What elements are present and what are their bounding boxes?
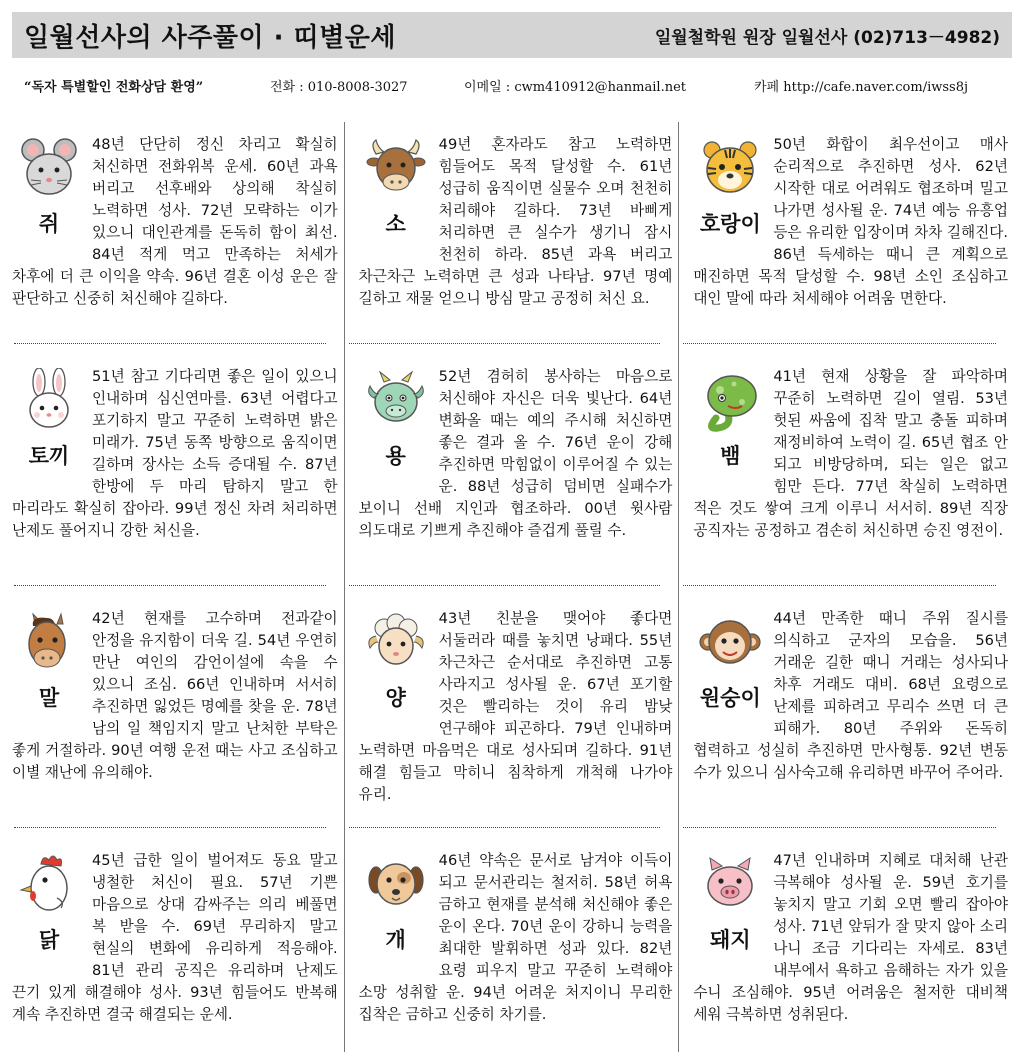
zodiac-animal [359,368,433,480]
zodiac-cell-pig [679,838,1014,1052]
contact-email: 이메일 : cwm410912@hanmail.net [464,80,686,95]
zodiac-animal [12,368,86,480]
zodiac-cell-rooster [10,838,345,1052]
zodiac-animal [693,136,767,248]
zodiac-cell-snake [679,354,1014,596]
author-credit: 일월철학원 원장 일월선사 (02)713－4982) [654,27,1000,48]
pig-icon [698,852,762,916]
fortune-text: 50년 화합이 최우선이고 매사 순리적으로 추진하면 성사. 62년 시작한 대로 어려워도 협조하며 밀고 나가면 성사될 운. 74년 예능 유흥업 등은 유리한 입장이며 차차 길해진다. 86년 득세하는 때니 큰 계획으로 매진하면 목적 달성할 수. 98년 소인 조심하고 대인 말에 따라 처세해야 어려움 면한다. [693,136,1008,307]
animal-name: 원숭이 [699,686,761,710]
dragon-icon [364,368,428,432]
rat-icon [17,136,81,200]
fortune-text: 45년 급한 일이 벌어져도 동요 말고 냉철한 처신이 필요. 57년 기쁜 마음으로 상대 감싸주는 의리 베풀면 복 받을 수. 69년 무리하지 말고 현실의 변화에 유리하게 적응해야. 81년 관리 공직은 유리하며 난제도 끈기 있게 해결해야 성사. 93년 힘들어도 반복해 계속 추진하면 결국 해결되는 운세. [12,852,338,1023]
page-header [12,12,1012,58]
zodiac-animal [12,136,86,248]
zodiac-animal [12,610,86,722]
animal-name: 호랑이 [699,212,761,236]
fortune-text: 51년 참고 기다리면 좋은 일이 있으니 인내하며 심신연마를. 63년 어렵다고 포기하지 말고 꾸준히 노력하면 밝은 미래가. 75년 동쪽 방향으로 움직이면 길하며 장사는 소득 증대될 수. 87년 한방에 두 마리 탐하지 말고 한 마리라도 확실히 잡아라. 99년 정신 차려 처리하면 난제도 풀어지니 강한 처신을. [12,368,338,539]
contact-cafe: 카페 http://cafe.naver.com/iwss8j [754,80,969,95]
zodiac-animal [359,610,433,722]
snake-icon [698,368,762,432]
contact-phone: 전화 : 010-8008-3027 [270,80,408,95]
zodiac-animal [12,852,86,964]
zodiac-cell-tiger [679,122,1014,354]
zodiac-animal [359,852,433,964]
tiger-icon [698,136,762,200]
rabbit-icon [17,368,81,432]
zodiac-cell-rabbit [10,354,345,596]
zodiac-grid [10,122,1014,1052]
zodiac-animal [359,136,433,248]
fortune-text: 46년 약속은 문서로 남겨야 이득이 되고 문서관리는 철저히. 58년 허욕 금하고 현재를 분석해 처신해야 좋은 운이 온다. 70년 운이 강하니 능력을 최대한 발휘하면 성과 있다. 82년 요령 피우지 말고 꾸준히 노력해야 소망 성취할 운. 94년 어려운 처지이니 무리한 집착은 금하고 신중히 차기를. [358,852,673,1023]
page-title: 일월선사의 사주풀이 · 띠별운세 [24,22,397,53]
animal-name: 뱀 [720,444,741,468]
ox-icon [364,136,428,200]
fortune-text: 42년 현재를 고수하며 전과같이 안정을 유지함이 더욱 길. 54년 우연히 만난 여인의 감언이설에 속을 수 있으니 조심. 66년 인내하며 서서히 추진하면 잃었든 명예를 찾을 운. 78년 남의 일 책임지지 말고 난처한 부탁은 좋게 거절하라. 90년 여행 운전 때는 사고 조심하고 이별 재난에 유의해야. [12,610,338,781]
animal-name: 토끼 [28,444,70,468]
animal-name: 닭 [38,928,60,952]
animal-name: 돼지 [710,928,751,952]
zodiac-cell-rat [10,122,345,354]
zodiac-cell-monkey [679,596,1014,838]
animal-name: 개 [385,928,406,952]
fortune-text: 47년 인내하며 지혜로 대처해 난관 극복해야 성사될 운. 59년 호기를 놓치지 말고 기회 오면 빨리 잡아야 성사. 71년 앞뒤가 잘 맞지 않아 소리 나니 조금 기다리는 자세로. 83년 내부에서 욕하고 음해하는 자가 있을 수니 조심해야. 95년 어려움은 철저한 대비책 세워 극복하면 성취된다. [693,852,1008,1023]
horse-icon [17,610,81,674]
sheep-icon [364,610,428,674]
zodiac-animal [693,368,767,480]
contact-bar [24,76,1014,100]
animal-name: 양 [385,686,406,710]
zodiac-cell-sheep [345,596,680,838]
zodiac-cell-dragon [345,354,680,596]
rooster-icon [17,852,81,916]
animal-name: 말 [38,686,60,710]
animal-name: 소 [385,212,406,236]
zodiac-cell-dog [345,838,680,1052]
monkey-icon [698,610,762,674]
fortune-text: 49년 혼자라도 참고 노력하면 힘들어도 목적 달성할 수. 61년 성급히 움직이면 실물수 오며 천천히 처리해야 길하다. 73년 바삐게 처리하면 큰 실수가 생기니 잠시 천천히 하라. 85년 과욕 버리고 차근차근 노력하면 큰 성과 나타남. 97년 명예 길하고 재물 얻으니 방심 말고 공정히 처신 요. [358,136,673,307]
fortune-text: 52년 겸허히 봉사하는 마음으로 처신해야 자신은 더욱 빛난다. 64년 변화올 때는 예의 주시해 처신하면 좋은 결과 올 수. 76년 운이 강해 추진하면 막힘없이 이루어질 수 있는 운. 88년 성급히 덤비면 실패수가 보이니 선배 지인과 협조하라. 00년 윗사람 의도대로 기쁘게 추진해야 즐겁게 풀릴 수. [358,368,673,539]
zodiac-animal [693,852,767,964]
zodiac-cell-ox [345,122,680,354]
animal-name: 쥐 [38,212,60,236]
animal-name: 용 [385,444,406,468]
contact-slogan: “독자 특별할인 전화상담 환영” [24,80,204,95]
fortune-text: 43년 친분을 맺어야 좋다면 서둘러라 때를 놓치면 낭패다. 55년 차근차근 순서대로 추진하면 고통 사라지고 성사될 운. 67년 포기할 것은 빨리하는 것이 유리 밤낮 연구해야 피곤하다. 79년 인내하며 노력하면 마음먹은 대로 성사되며 길하다. 91년 해결 힘들고 막히니 침착하게 개척해 나가야 유리. [358,610,673,803]
zodiac-animal [693,610,767,722]
zodiac-cell-horse [10,596,345,838]
fortune-text: 41년 현재 상황을 잘 파악하며 꾸준히 노력하면 길이 열림. 53년 헛된 싸움에 집착 말고 충돌 피하며 재정비하여 노력이 길. 65년 협조 안 되고 비방당하며, 되는 일은 없고 힘만 든다. 77년 착실히 노력하면 적은 것도 쌓여 크게 이루니 서서히. 89년 직장 공직자는 공정하고 겸손히 처신하면 승진 영전이. [693,368,1008,539]
fortune-text: 48년 단단히 정신 차리고 확실히 처신하면 전화위복 운세. 60년 과욕 버리고 선후배와 상의해 착실히 노력하면 성사. 72년 모략하는 이가 있으니 대인관계를 돈독히 함이 최선. 84년 적게 먹고 만족하는 처세가 차후에 더 큰 이익을 약속. 96년 결혼 이성 운은 잘 판단하고 신중히 처신해야 길하다. [12,136,338,307]
dog-icon [364,852,428,916]
fortune-text: 44년 만족한 때니 주위 질시를 의식하고 군자의 모습을. 56년 거래운 길한 때니 거래는 성사되나 차후 거래도 대비. 68년 요령으로 난제를 피하려고 무리수 쓰면 더 큰 피해가. 80년 주위와 돈독히 협력하고 성실히 추진하면 만사형통. 92년 변동 수가 있으니 심사숙고해 유리하면 바꾸어 주어라. [693,610,1008,781]
